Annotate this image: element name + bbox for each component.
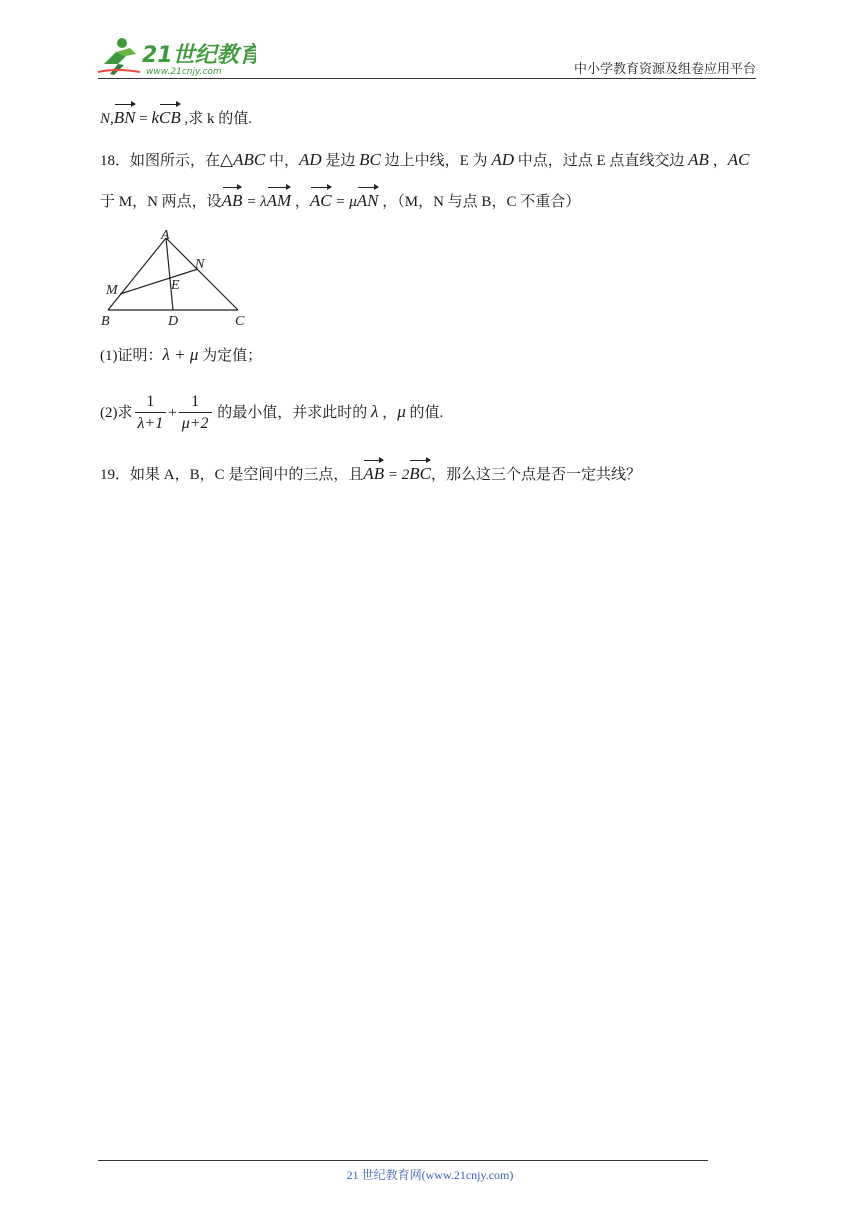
vector-cb: CB (159, 106, 181, 130)
plus-sign: + (168, 405, 177, 421)
q18-eq2: = μ (331, 194, 357, 210)
logo-url: www.21cnjy.com (146, 67, 222, 77)
q18-text-f: ， (708, 153, 728, 169)
vector-ac: AC (310, 189, 332, 213)
runner-logo-icon (96, 34, 256, 78)
vector-ab-q19: AB (363, 462, 384, 486)
q18-ad: AD (298, 150, 322, 169)
q18-part2-a: (2)求 (100, 405, 133, 421)
q18-part2-b: 的最小值，并求此时的 (213, 405, 372, 421)
frac1-den: λ+1 (137, 415, 164, 433)
q18-line2-a: 于 M，N 两点，设 (100, 194, 222, 210)
q18-lambda: λ (371, 402, 379, 421)
q18-part2-c: ， (378, 405, 398, 421)
vector-an: AN (357, 189, 379, 213)
median-ad (166, 238, 173, 310)
footer-divider (98, 1160, 708, 1161)
q17-rest: ,求 k 的值. (180, 111, 253, 127)
side-ab (108, 238, 166, 310)
q18-line2 (100, 189, 580, 214)
q18-ad2: AD (491, 150, 514, 169)
triangle-diagram (98, 226, 258, 330)
triangle-figure (98, 226, 258, 330)
q18-part2-d: 的值. (405, 405, 444, 421)
q18-sep: ， (291, 194, 310, 210)
q18-text-e: 中点，过点 E 点直线交边 (513, 153, 689, 169)
label-b: B (101, 314, 110, 329)
q18-eq1: = λ (242, 194, 267, 210)
q18-bc: BC (359, 150, 381, 169)
q18-text-b: 中， (265, 153, 299, 169)
q17-eq: = (135, 111, 152, 127)
q18-line2-b: ，（M，N 与点 B，C 不重合） (378, 194, 581, 210)
q19-text-b: ，那么这三个点是否一定共线？ (431, 467, 642, 483)
q19-text-a: 19．如果 A，B，C 是空间中的三点，且 (100, 467, 364, 483)
q18-text-c: 是边 (321, 153, 360, 169)
vector-ab: AB (222, 189, 243, 213)
q18-part2 (100, 390, 443, 435)
label-a: A (161, 228, 170, 243)
q18-triangle: △ABC (220, 150, 266, 169)
q17-tail (100, 106, 252, 131)
q18-text-d: 边上中线，E 为 (380, 153, 492, 169)
q18-line1 (100, 148, 749, 173)
platform-title: 中小学教育资源及组卷应用平台 (573, 62, 756, 77)
vector-bn: BN (114, 106, 136, 130)
vector-am: AM (267, 189, 292, 213)
footer-text: 21 世纪教育网(www.21cnjy.com) (346, 1168, 514, 1182)
side-ac (166, 238, 238, 310)
q18-part1-a: (1)证明： (100, 348, 163, 364)
q18-part1-expr: λ + μ (162, 345, 199, 364)
q18-part1 (100, 343, 262, 368)
fraction-1 (135, 392, 167, 435)
q18-mu: μ (397, 402, 406, 421)
q18-ab: AB (688, 150, 709, 169)
header-divider (98, 78, 756, 79)
q18-ac: AC (727, 150, 750, 169)
q19 (100, 462, 641, 487)
frac1-num: 1 (135, 392, 167, 413)
q18-part1-b: 为定值； (198, 348, 263, 364)
frac2-den: μ+2 (181, 415, 209, 433)
fraction-2 (179, 392, 212, 435)
q18-text-a: 18．如图所示，在 (100, 153, 221, 169)
q17-n-label: N, (100, 111, 114, 127)
logo-text: 21世纪教育 (142, 43, 256, 68)
q19-eq: = 2 (384, 467, 410, 483)
label-e: E (171, 278, 180, 293)
label-n: N (195, 257, 205, 272)
frac2-num: 1 (179, 392, 212, 413)
site-logo (96, 34, 256, 78)
label-m: M (106, 283, 118, 298)
label-d: D (168, 314, 179, 329)
vector-bc-q19: BC (409, 462, 431, 486)
q17-k: k (151, 108, 160, 127)
label-c: C (235, 314, 245, 329)
